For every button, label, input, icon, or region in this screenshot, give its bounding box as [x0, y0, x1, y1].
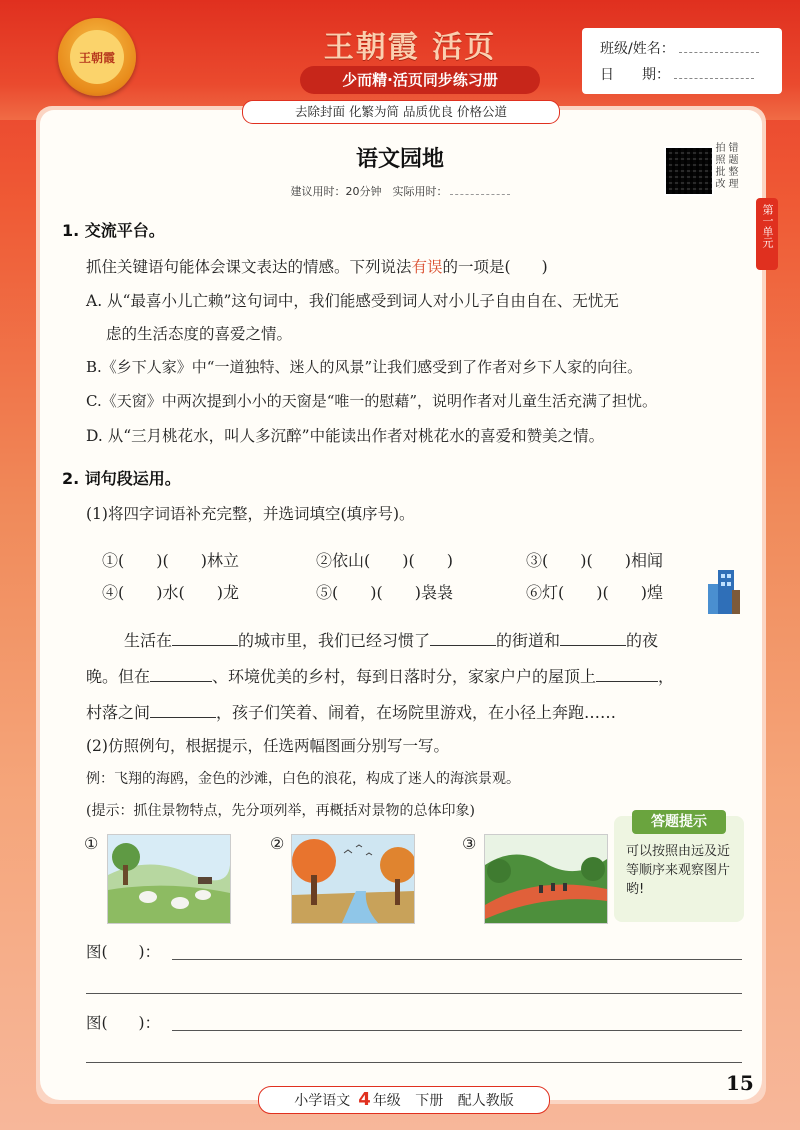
brand-title: 王朝霞 活页	[323, 30, 497, 65]
para-text: 、环境优美的乡村，每到日落时分，家家户户的屋顶上	[212, 667, 597, 686]
para-text: ，	[658, 667, 675, 686]
building-icon	[706, 566, 740, 614]
footer-term: 下册	[415, 1093, 444, 1109]
actual-time-blank[interactable]	[450, 194, 510, 195]
q1-stem-emphasis: 有误	[411, 258, 443, 276]
q1-stem	[86, 255, 548, 277]
q2-heading: 2. 词句段运用。	[62, 469, 181, 488]
class-name-row	[600, 38, 759, 58]
qr-label: 错	[728, 143, 739, 154]
fill-blank[interactable]	[560, 629, 626, 646]
footer-subject: 小学语文	[294, 1093, 351, 1109]
qr-label: 改	[715, 179, 726, 190]
para-line-2	[86, 664, 674, 687]
fig-label-1: 图( )：	[86, 943, 161, 961]
qr-labels	[714, 143, 746, 191]
date-blank[interactable]	[674, 78, 754, 79]
q1-heading: 1. 交流平台。	[62, 221, 165, 240]
qr-code[interactable]	[664, 146, 714, 196]
para-text: ，孩子们笑着、闹着，在场院里游戏，在小径上奔跑……	[216, 703, 617, 722]
image-number: ③	[462, 834, 477, 853]
answer-line[interactable]	[172, 1030, 742, 1031]
qr-label: 批	[715, 167, 726, 178]
date-label: 日 期：	[600, 67, 670, 83]
q2-sub1: (1)将四字词语补充完整，并选词填空(填序号)。	[86, 505, 415, 523]
image-number: ①	[84, 834, 99, 853]
word-item[interactable]: ①( )( )林立	[102, 551, 239, 570]
q1-option-c[interactable]: C.《天窗》中两次提到小小的天窗是“唯一的慰藉”，说明作者对儿童生活充满了担忧。	[86, 392, 658, 410]
village-scene-icon	[485, 835, 607, 923]
q1-option-a[interactable]: A. 从“最喜小儿亡赖”这句词中，我们能感受到词人对小儿子自由自在、无忧无	[86, 292, 619, 310]
fill-blank[interactable]	[596, 665, 658, 682]
brand-subtitle: 少而精·活页同步练习册	[300, 66, 540, 94]
time-suggest-text: 建议用时：20分钟 实际用时：	[290, 185, 448, 198]
q2-example: 例：飞翔的海鸥，金色的沙滩，白色的浪花，构成了迷人的海滨景观。	[86, 771, 520, 787]
class-name-label: 班级/姓名：	[600, 41, 675, 57]
q2-hint: (提示：抓住景物特点，先分项列举，再概括对景物的总体印象)	[86, 803, 475, 819]
word-item[interactable]: ③( )( )相闻	[526, 551, 663, 570]
word-item[interactable]: ⑤( )( )袅袅	[316, 583, 453, 602]
answer-tip-text: 可以按照由远及近等顺序来观察图片哟!	[626, 844, 731, 897]
qr-label: 拍	[715, 143, 726, 154]
answer-line[interactable]	[172, 959, 742, 960]
para-text: 的城市里，我们已经习惯了	[238, 631, 431, 650]
fill-blank[interactable]	[430, 629, 496, 646]
qr-label: 题	[728, 155, 739, 166]
q1-option-d[interactable]: D. 从“三月桃花水，叫人多沉醉”中能读出作者对桃花水的喜爱和赞美之情。	[86, 427, 605, 445]
word-item[interactable]: ②依山( )( )	[316, 551, 453, 570]
brand-logo	[58, 18, 136, 96]
footer-grade-suffix: 年级	[372, 1093, 401, 1109]
q1-option-a-cont: 虑的生活态度的喜爱之情。	[106, 325, 293, 343]
para-line-1	[124, 628, 658, 651]
q2-sub2: (2)仿照例句，根据提示，任选两幅图画分别写一写。	[86, 737, 449, 755]
qr-label: 理	[728, 179, 739, 190]
page-number: 15	[726, 1071, 754, 1095]
answer-tip-box	[614, 816, 744, 922]
word-item[interactable]: ⑥灯( )( )煌	[526, 583, 663, 602]
answer-line[interactable]	[86, 1062, 742, 1063]
qr-label: 整	[728, 167, 739, 178]
q1-stem-pre: 抓住关键语句能体会课文表达的情感。下列说法	[86, 258, 412, 276]
q1-option-b[interactable]: B.《乡下人家》中“一道独特、迷人的风景”让我们感受到了作者对乡下人家的向往。	[86, 358, 643, 376]
para-line-3	[86, 700, 616, 723]
fill-blank[interactable]	[150, 701, 216, 718]
date-row	[600, 64, 754, 84]
fill-blank[interactable]	[150, 665, 212, 682]
footer-edition	[258, 1086, 550, 1114]
answer-tip-tag: 答题提示	[632, 810, 726, 834]
footer-edition-text: 配人教版	[457, 1093, 514, 1109]
answer-line[interactable]	[86, 993, 742, 994]
logo-text: 王朝霞	[78, 50, 115, 65]
footer-grade-num: 4	[358, 1089, 371, 1110]
page-title: 语文园地	[355, 147, 444, 172]
word-item[interactable]: ④( )水( )龙	[102, 583, 239, 602]
para-text: 的街道和	[496, 631, 561, 650]
meadow-scene-icon	[108, 835, 230, 923]
scene-image-village[interactable]	[484, 834, 608, 924]
unit-tab	[756, 198, 778, 270]
qr-label: 照	[715, 155, 726, 166]
para-text: 的夜	[626, 631, 659, 650]
unit-tab-label: 第一单元	[761, 204, 774, 248]
q1-stem-post: 的一项是( )	[442, 258, 548, 276]
scene-image-meadow[interactable]	[107, 834, 231, 924]
fig-label-2: 图( )：	[86, 1014, 161, 1032]
image-number: ②	[270, 834, 285, 853]
scene-image-autumn-river[interactable]	[291, 834, 415, 924]
para-text: 生活在	[124, 631, 173, 650]
class-name-blank[interactable]	[679, 52, 759, 53]
fill-blank[interactable]	[172, 629, 238, 646]
para-text: 晚。但在	[86, 667, 151, 686]
para-text: 村落之间	[86, 703, 151, 722]
autumn-scene-icon	[292, 835, 414, 923]
slogan: 去除封面 化繁为简 品质优良 价格公道	[242, 100, 560, 124]
name-date-box	[582, 28, 782, 94]
